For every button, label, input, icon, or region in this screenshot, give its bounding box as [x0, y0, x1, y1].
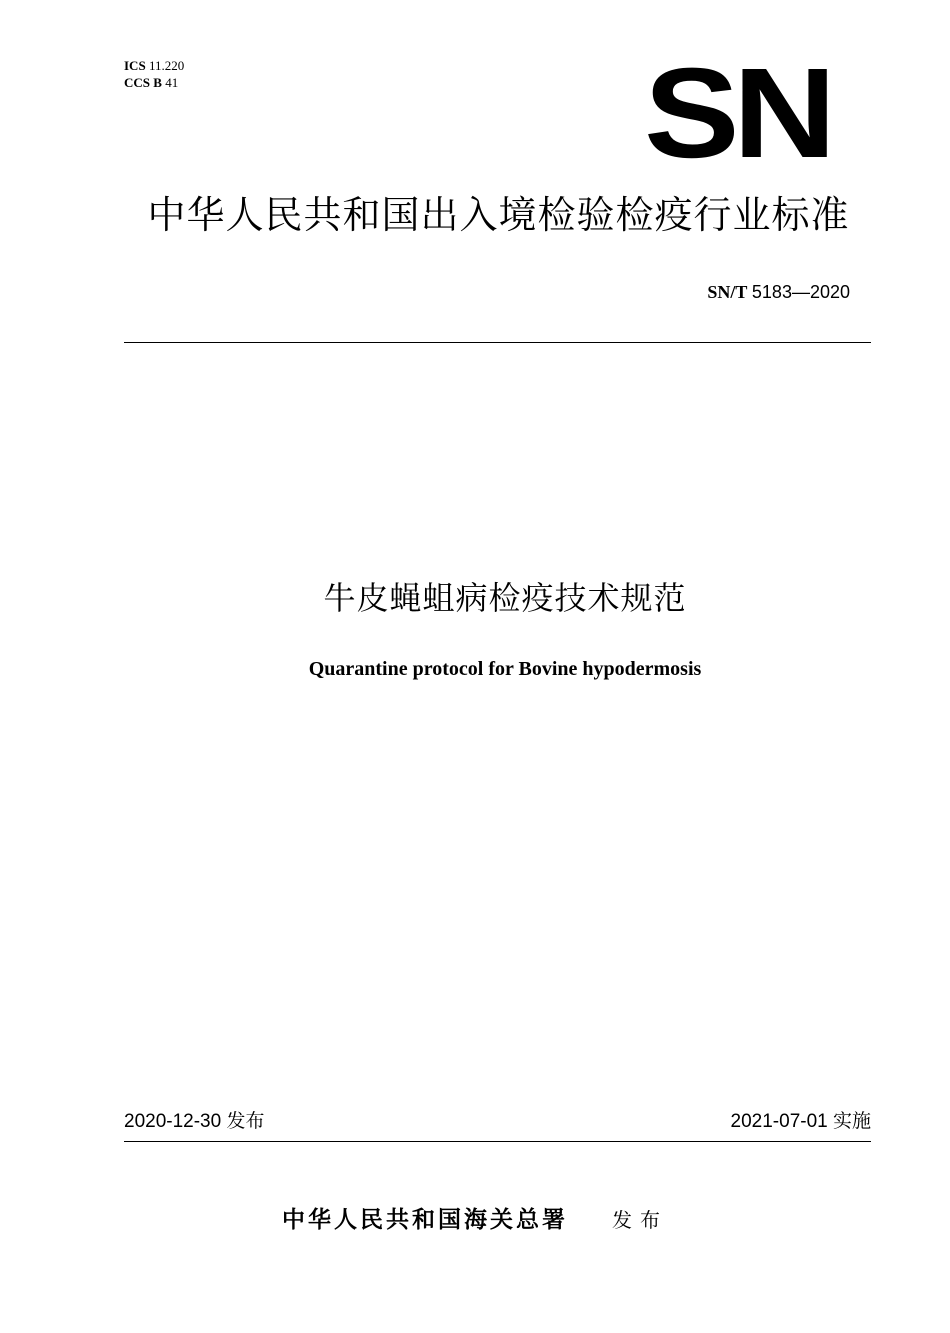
standard-code: [707, 281, 850, 303]
bottom-divider: [124, 1141, 871, 1142]
ics-label: ICS: [124, 58, 146, 73]
publisher-line: [0, 1204, 950, 1236]
publisher-name: 中华人民共和国海关总署: [282, 1206, 568, 1233]
standard-code-number: 5183—2020: [751, 282, 850, 302]
organization-title: 中华人民共和国出入境检验检疫行业标准: [147, 193, 850, 237]
sn-logo: [644, 42, 830, 185]
ccs-label: CCS B: [124, 75, 162, 90]
sn-logo-text: SN: [644, 42, 830, 185]
standard-code-prefix: SN/T: [707, 282, 748, 302]
top-divider: [124, 342, 871, 343]
ics-value: 11.220: [148, 58, 185, 73]
document-title-english: Quarantine protocol for Bovine hypodermosis: [308, 658, 702, 680]
effective-date: 2021-07-01 实施: [730, 1111, 871, 1132]
ics-line: [124, 57, 184, 74]
publisher-action: 发布: [612, 1208, 668, 1232]
ccs-value: 41: [165, 75, 179, 90]
release-date: 2020-12-30 发布: [124, 1111, 265, 1132]
document-title-chinese: 牛皮蝇蛆病检疫技术规范: [323, 579, 687, 617]
classification-codes: [124, 57, 184, 91]
ccs-line: [124, 74, 184, 91]
